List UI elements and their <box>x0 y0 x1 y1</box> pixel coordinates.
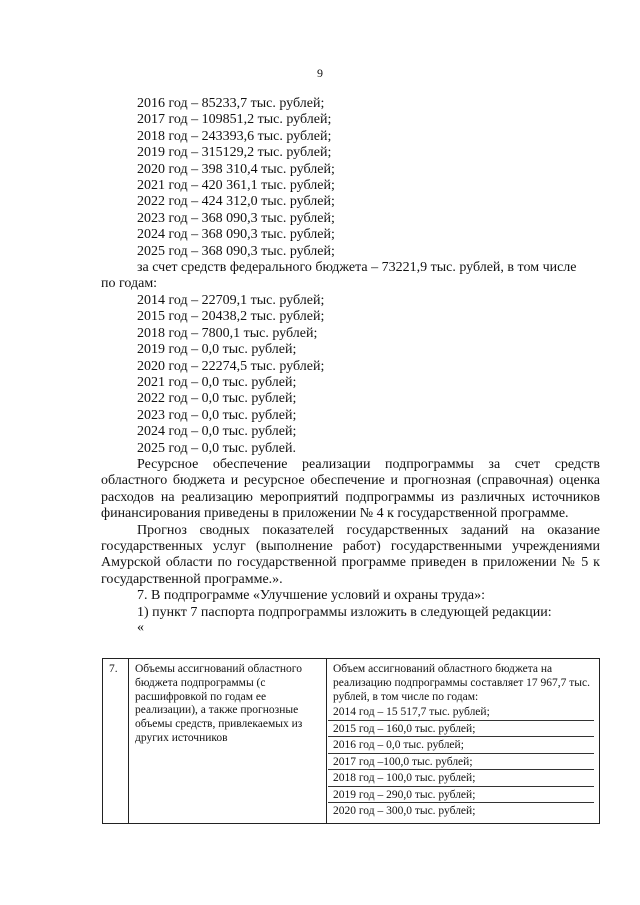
item-7-1-instruction: 1) пункт 7 паспорта подпрограммы изложить в следующей редакции: <box>137 604 552 620</box>
list-item: 2019 год – 315129,2 тыс. рублей; <box>137 145 332 161</box>
table-year-line: 2019 год – 290,0 тыс. рублей; <box>328 788 594 804</box>
paragraph-forecast <box>0 523 640 589</box>
table-year-line: 2015 год – 160,0 тыс. рублей; <box>328 722 594 738</box>
list-item: 2025 год – 0,0 тыс. рублей. <box>137 440 296 456</box>
document-body <box>0 96 640 635</box>
row-number-cell: 7. <box>103 659 129 824</box>
list-item: 2021 год – 0,0 тыс. рублей; <box>137 374 297 390</box>
value-intro: Объем ассигнований областного бюджета на реализацию подпрограммы составляет 17 967,7 тыс. рублей, в том числе по годам: <box>333 663 591 703</box>
list-item: 2014 год – 22709,1 тыс. рублей; <box>137 292 325 308</box>
list-item: 2021 год – 420 361,1 тыс. рублей; <box>137 178 335 194</box>
list-item: 2023 год – 0,0 тыс. рублей; <box>137 407 297 423</box>
list-item: 2020 год – 398 310,4 тыс. рублей; <box>137 161 335 177</box>
item-7-heading: 7. В подпрограмме «Улучшение условий и охраны труда»: <box>137 588 485 604</box>
page-number: 9 <box>317 66 323 80</box>
list-item: 2018 год – 243393,6 тыс. рублей; <box>137 128 332 144</box>
list-item: 2020 год – 22274,5 тыс. рублей; <box>137 358 325 374</box>
paragraph-forecast-text: Прогноз сводных показателей государственных заданий на оказание государственных услуг (выполнение работ) государственными учреждениями Амурской области по государственной программе приведен в приложении № 5 к государственной программе.». <box>101 522 600 587</box>
list-item: 2023 год – 368 090,3 тыс. рублей; <box>137 210 335 226</box>
row-value-cell <box>327 659 600 824</box>
table-year-line: 2018 год – 100,0 тыс. рублей; <box>328 771 594 787</box>
open-quote: « <box>137 620 144 635</box>
table-year-line: 2017 год –100,0 тыс. рублей; <box>328 755 594 771</box>
table-year-line: 2016 год – 0,0 тыс. рублей; <box>328 738 594 754</box>
list-item: 2022 год – 424 312,0 тыс. рублей; <box>137 194 335 210</box>
list-item: 2025 год – 368 090,3 тыс. рублей; <box>137 243 335 259</box>
paragraph-resources <box>0 457 640 523</box>
federal-intro-line: за счет средств федерального бюджета – 73221,9 тыс. рублей, в том числе <box>137 260 577 276</box>
list-item: 2015 год – 20438,2 тыс. рублей; <box>137 309 325 325</box>
federal-intro-continuation: по годам: <box>101 276 158 292</box>
years-federal-list <box>0 293 640 457</box>
passport-table <box>102 658 600 824</box>
row-name-cell: Объемы ассигнований областного бюджета подпрограммы (с расшифровкой по годам ее реализации), а также прогнозные объемы средств, привлекаемых из других источников <box>129 659 327 824</box>
table-year-line: 2020 год – 300,0 тыс. рублей; <box>333 805 476 818</box>
list-item: 2019 год – 0,0 тыс. рублей; <box>137 342 297 358</box>
list-item: 2022 год – 0,0 тыс. рублей; <box>137 391 297 407</box>
table-year-line: 2014 год – 15 517,7 тыс. рублей; <box>328 705 594 721</box>
list-item: 2018 год – 7800,1 тыс. рублей; <box>137 325 318 341</box>
list-item: 2024 год – 368 090,3 тыс. рублей; <box>137 227 335 243</box>
list-item: 2016 год – 85233,7 тыс. рублей; <box>137 96 325 111</box>
table-row <box>103 659 600 824</box>
list-item: 2024 год – 0,0 тыс. рублей; <box>137 424 297 440</box>
list-item: 2017 год – 109851,2 тыс. рублей; <box>137 112 332 128</box>
paragraph-resources-text: Ресурсное обеспечение реализации подпрограммы за счет средств областного бюджета и ресурсное обеспечение и прогнозная (справочная) оценка расходов на реализацию мероприятий подпрограммы из различных источников финансирования приведены в приложении № 4 к государственной программе. <box>101 456 600 522</box>
years-total-list <box>0 96 640 260</box>
